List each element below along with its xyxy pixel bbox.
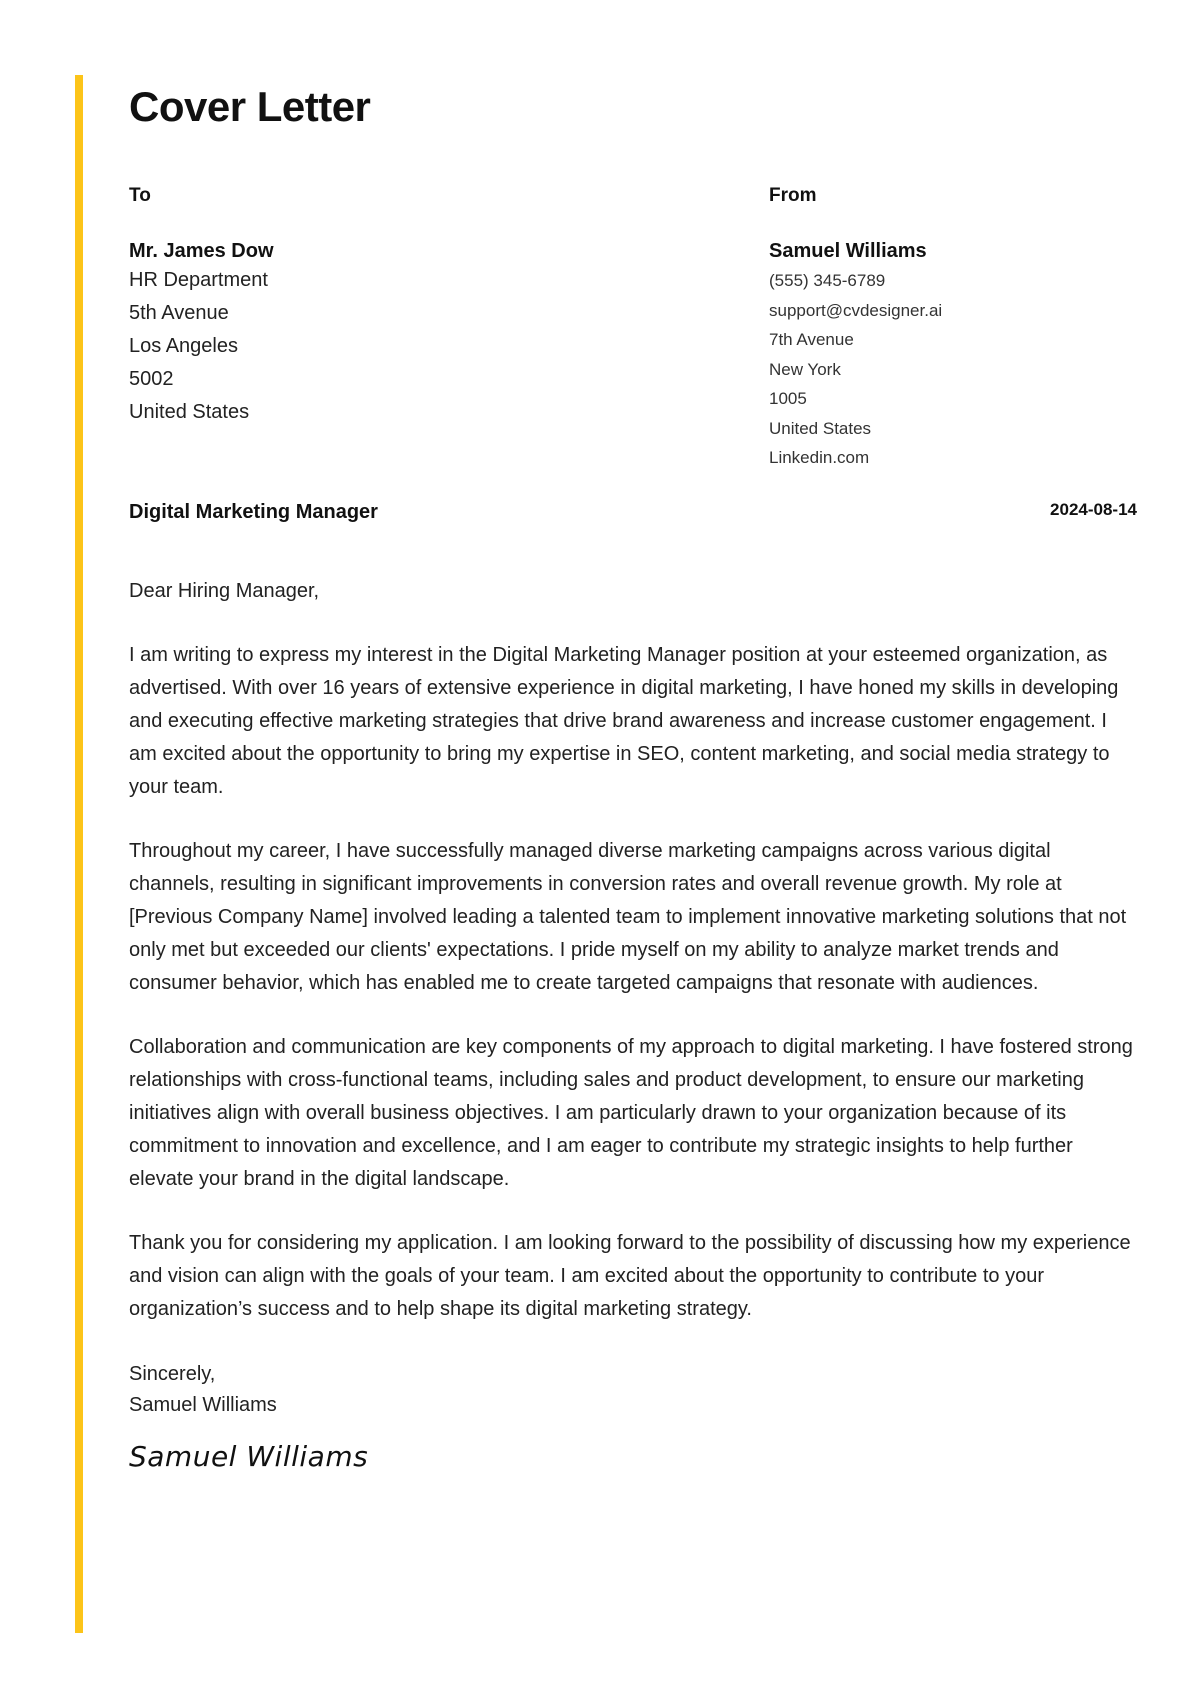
sender-website: Linkedin.com <box>769 448 870 467</box>
recipient-department: HR Department <box>129 269 268 291</box>
valediction: Sincerely, <box>129 1362 216 1385</box>
signature: Samuel Williams <box>129 1439 369 1473</box>
page-title: Cover Letter <box>129 83 371 130</box>
sender-block <box>769 184 1069 473</box>
salutation: Dear Hiring Manager, <box>129 579 320 602</box>
closing-name: Samuel Williams <box>129 1393 277 1416</box>
body-paragraph: I am writing to express my interest in the Digital Marketing Manager position at your esteemed organization, as advertised. With over 16 years of extensive experience in digital marketing, I have honed my skills in developing and executing effective marketing strategies that drive brand awareness and increase customer engagement. I am excited about the opportunity to bring my expertise in SEO, content marketing, and social media strategy to your team. <box>129 643 1119 798</box>
closing-block <box>129 1359 1137 1421</box>
recipient-postal-code: 5002 <box>129 368 174 390</box>
subject-row <box>129 499 1137 525</box>
sender-postal-code: 1005 <box>769 389 807 408</box>
sender-phone: (555) 345-6789 <box>769 271 886 290</box>
subject-line: Digital Marketing Manager <box>129 500 378 523</box>
sender-email: support@cvdesigner.ai <box>769 300 943 320</box>
to-label: To <box>129 185 151 206</box>
body-paragraph: Thank you for considering my application. I am looking forward to the possibility of discussing how my experience and vision can align with the goals of your team. I am excited about the opportunity to contribute to your organization’s success and to help shape its digital marketing strategy. <box>129 1231 1131 1320</box>
body-paragraph: Throughout my career, I have successfully managed diverse marketing campaigns across various digital channels, resulting in significant improvements in conversion rates and overall revenue growth. My role at [Previous Company Name] involved leading a talented team to implement innovative marketing solutions that not only met but exceeded our clients' expectations. I pride myself on my ability to analyze market trends and consumer behavior, which has enabled me to create targeted campaigns that resonate with audiences. <box>129 839 1127 994</box>
sender-street: 7th Avenue <box>769 330 854 349</box>
recipient-block <box>129 184 629 473</box>
recipient-city: Los Angeles <box>129 335 238 357</box>
recipient-street: 5th Avenue <box>129 302 229 324</box>
letter-content <box>129 82 1137 1475</box>
sender-name: Samuel Williams <box>769 240 927 262</box>
recipient-name: Mr. James Dow <box>129 240 274 262</box>
accent-bar <box>75 75 83 1633</box>
from-label: From <box>769 185 817 206</box>
address-block <box>129 184 1137 473</box>
sender-country: United States <box>769 418 872 438</box>
recipient-country: United States <box>129 401 250 423</box>
sender-city: New York <box>769 359 841 379</box>
body-paragraph: Collaboration and communication are key components of my approach to digital marketing. I have fostered strong relationships with cross-functional teams, including sales and product development, to ensure our marketing initiatives align with overall business objectives. I am particularly drawn to your organization because of its commitment to innovation and excellence, and I am eager to contribute my strategic insights to help further elevate your brand in the digital landscape. <box>129 1035 1133 1190</box>
letter-date: 2024-08-14 <box>1050 499 1137 519</box>
